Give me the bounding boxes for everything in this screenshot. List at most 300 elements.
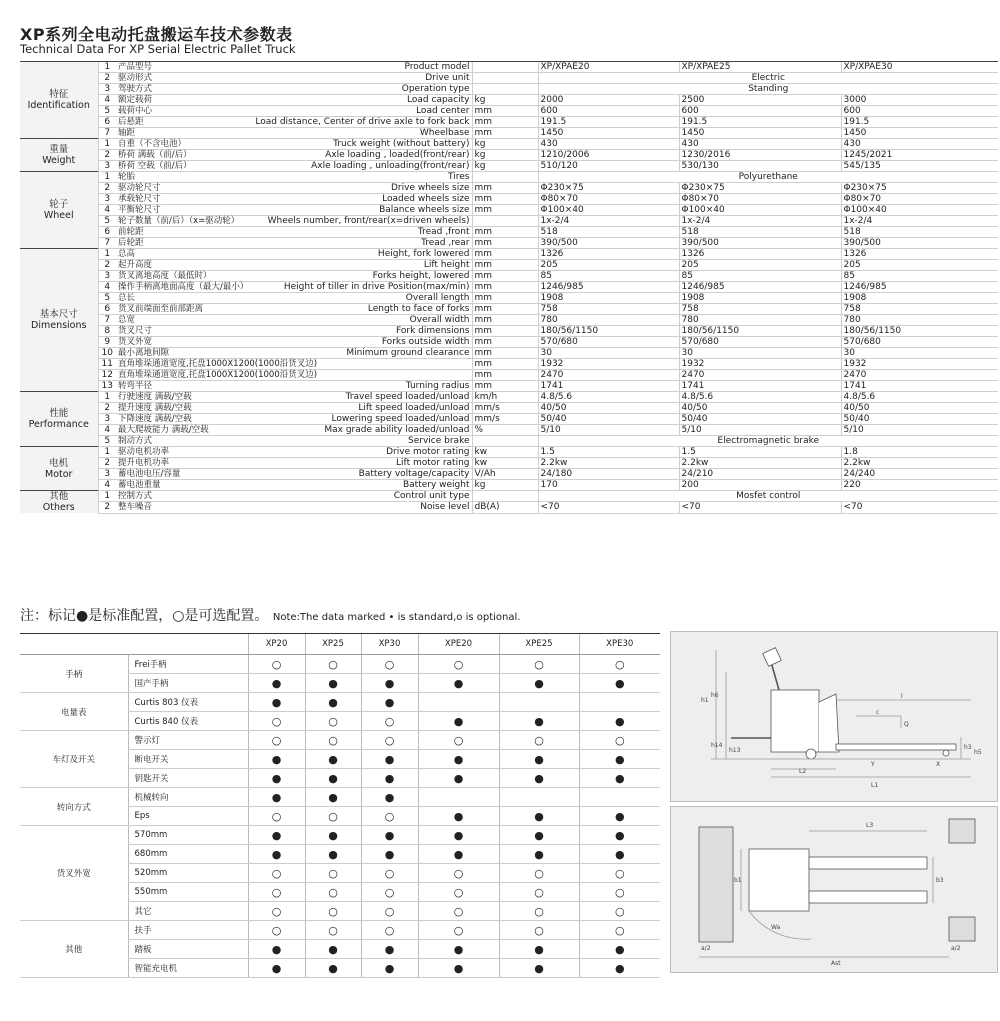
options-mark: ● [614,771,625,785]
spec-value: 4.8/5.6 [841,392,998,403]
spec-unit: mm [472,282,538,293]
spec-value: 24/210 [679,469,841,480]
spec-param-en: Height of tiller in drive Position(max/min) [224,282,472,293]
options-mark-cell [305,807,361,826]
options-mark: ○ [453,733,464,747]
spec-row [20,84,998,95]
options-mark: ● [328,771,338,785]
spec-value: 191.5 [538,117,679,128]
options-item-label: Frei手柄 [128,655,248,674]
options-item-label: 警示灯 [128,731,248,750]
options-header-model: XPE20 [418,634,499,655]
options-mark-cell [305,788,361,807]
spec-param-cn: 驾驶方式 [116,84,224,95]
options-mark: ○ [271,657,282,671]
spec-param-en: Battery voltage/capacity [224,469,472,480]
options-mark-cell [418,769,499,788]
spec-value: 1x-2/4 [538,216,679,227]
options-mark: ● [328,752,338,766]
spec-unit [472,84,538,95]
spec-param-en: Lift speed loaded/unload [224,403,472,414]
options-row [20,655,660,674]
spec-value: 40/50 [841,403,998,414]
options-mark: ○ [328,733,338,747]
spec-param-en: Battery weight [224,480,472,491]
spec-param-cn: 货叉尺寸 [116,326,224,337]
spec-value: 1741 [679,381,841,392]
options-mark-cell [305,750,361,769]
options-mark-cell [499,788,579,807]
spec-param-cn: 蓄电池重量 [116,480,224,491]
spec-value: 24/180 [538,469,679,480]
spec-param-en: Product model [224,62,472,73]
spec-group-cn: 特征 [49,89,69,100]
spec-param-cn: 后悬距 [116,117,224,128]
spec-row [20,227,998,238]
options-mark-cell [248,693,305,712]
options-mark: ● [614,828,625,842]
spec-value: Φ100×40 [841,205,998,216]
options-mark: ● [534,752,544,766]
spec-row-number: 5 [98,106,116,117]
options-mark: ○ [271,809,282,823]
spec-param-cn: 载荷中心 [116,106,224,117]
spec-value: Φ230×75 [538,183,679,194]
options-item-label: 520mm [128,864,248,883]
options-mark-cell [579,845,660,864]
options-mark: ○ [328,809,338,823]
options-mark-cell [499,826,579,845]
options-mark: ○ [271,904,282,918]
spec-table [20,61,998,514]
spec-param-en: Tires [224,172,472,183]
options-mark-cell [305,845,361,864]
spec-value: 40/50 [679,403,841,414]
spec-value: 24/240 [841,469,998,480]
options-mark-cell [579,674,660,693]
options-mark: ○ [384,714,395,728]
options-mark-cell [361,807,418,826]
spec-param-cn: 驱动轮尺寸 [116,183,224,194]
spec-group-label [20,139,98,172]
options-mark: ○ [534,866,544,880]
options-mark: ○ [614,885,625,899]
spec-param-en: Axle loading , unloading(front/rear) [224,161,472,172]
options-mark-cell [361,883,418,902]
fork-top [809,857,927,869]
options-mark: ○ [534,885,544,899]
spec-row [20,128,998,139]
options-mark: ● [384,942,395,956]
options-mark: ○ [534,923,544,937]
options-mark: ○ [614,866,625,880]
spec-unit: mm [472,260,538,271]
fork-bottom [809,891,927,903]
spec-row-number: 8 [98,326,116,337]
options-mark: ● [614,961,625,975]
spec-value: 570/680 [538,337,679,348]
options-item-label: Eps [128,807,248,826]
options-item-label: 机械转向 [128,788,248,807]
spec-row-number: 6 [98,227,116,238]
options-header-model: XP30 [361,634,418,655]
spec-param-en: Drive motor rating [224,447,472,458]
spec-group-en: Motor [45,468,73,480]
options-mark-cell [418,788,499,807]
options-item-label: Curtis 803 仪表 [128,693,248,712]
options-mark: ● [453,771,464,785]
spec-value: 600 [679,106,841,117]
spec-unit: km/h [472,392,538,403]
spec-param-cn: 直角堆垛通道宽度,托盘1000X1200(1000沿货叉边) [118,370,318,380]
spec-unit: mm/s [472,403,538,414]
spec-value: 390/500 [679,238,841,249]
spec-unit: mm [472,205,538,216]
spec-value: 85 [538,271,679,282]
spec-group-label [20,447,98,491]
spec-group-label [20,172,98,249]
spec-param-cn: 提升速度 满载/空载 [116,403,224,414]
dim-label-q: Q [904,721,909,728]
spec-value: 40/50 [538,403,679,414]
spec-value: 2470 [841,370,998,381]
side-view-diagram [670,631,998,802]
spec-value: 5/10 [679,425,841,436]
options-mark-cell [248,826,305,845]
options-category: 转向方式 [20,788,128,826]
options-mark-cell [579,902,660,921]
spec-value: 30 [841,348,998,359]
spec-param-en: Lift motor rating [224,458,472,469]
options-mark: ○ [384,733,395,747]
spec-value: XP/XPAE20 [538,62,679,73]
spec-row-number: 4 [98,425,116,436]
spec-param-en: Wheelbase [224,128,472,139]
options-category: 手柄 [20,655,128,693]
spec-row-number: 5 [98,216,116,227]
options-item-label: 550mm [128,883,248,902]
options-mark: ● [453,714,464,728]
spec-param-cn: 额定载荷 [116,95,224,106]
options-mark: ● [271,942,282,956]
spec-param-en: Lift height [224,260,472,271]
spec-param-en: Max grade ability loaded/unload [224,425,472,436]
spec-value: 5/10 [841,425,998,436]
spec-param-cn: 轮胎 [116,172,224,183]
spec-unit [472,73,538,84]
pallet-top [949,819,975,843]
spec-row-number: 12 [98,370,116,381]
options-mark-cell [579,826,660,845]
options-mark: ● [271,790,282,804]
spec-param-cn: 轮子数量（前/后）（x=驱动轮） [118,216,240,226]
options-item-label: Curtis 840 仪表 [128,712,248,731]
spec-value: 1450 [679,128,841,139]
spec-value: 3000 [841,95,998,106]
spec-unit: kw [472,447,538,458]
spec-value: 30 [679,348,841,359]
spec-param-cn: 平衡轮尺寸 [116,205,224,216]
options-mark-cell [361,712,418,731]
spec-unit: kg [472,139,538,150]
spec-param-en: Overall length [224,293,472,304]
options-mark-cell [579,940,660,959]
spec-row [20,502,998,513]
spec-param-cn: 货叉离地高度（最低时） [116,271,224,282]
options-mark-cell [248,902,305,921]
options-mark-cell [305,693,361,712]
spec-group-cn: 轮子 [49,199,69,210]
spec-group-cn: 基本尺寸 [39,309,78,320]
options-item-label: 扶手 [128,921,248,940]
options-mark-cell [248,712,305,731]
options-mark-cell [499,940,579,959]
options-mark-cell [248,788,305,807]
options-mark-cell [361,788,418,807]
spec-value: 180/56/1150 [679,326,841,337]
spec-unit: mm [472,117,538,128]
spec-param-cn: 桥荷 空载（前/后） [116,161,224,172]
options-mark-cell [418,902,499,921]
spec-row-number: 6 [98,117,116,128]
spec-value: 2.2kw [841,458,998,469]
spec-row-number: 1 [98,62,116,73]
spec-value: 1x-2/4 [841,216,998,227]
options-mark: ○ [328,904,338,918]
spec-row-number: 2 [98,502,116,513]
options-mark: ● [271,695,282,709]
options-mark: ● [384,752,395,766]
spec-param-cn: 最大爬坡能力 满载/空载 [116,425,224,436]
options-mark-cell [579,864,660,883]
spec-value: 758 [841,304,998,315]
spec-row [20,403,998,414]
options-mark: ● [271,847,282,861]
spec-row-number: 2 [98,150,116,161]
spec-value: 4.8/5.6 [538,392,679,403]
options-mark-cell [418,940,499,959]
options-header-model: XP20 [248,634,305,655]
spec-row-number: 2 [98,403,116,414]
spec-value: 220 [841,480,998,491]
spec-row [20,381,998,392]
spec-param-en: Drive unit [224,73,472,84]
options-mark: ● [614,676,625,690]
spec-param-en: Tread ,front [224,227,472,238]
dim-label-l3: L3 [866,822,874,829]
spec-unit: kg [472,95,538,106]
spec-value: <70 [841,502,998,513]
options-mark: ○ [328,657,338,671]
spec-param-en: Forks height, lowered [224,271,472,282]
options-mark-cell [305,826,361,845]
options-mark-cell [361,750,418,769]
options-mark-cell [361,921,418,940]
spec-row-number: 4 [98,480,116,491]
options-item-label: 国产手柄 [128,674,248,693]
options-mark: ○ [534,657,544,671]
options-mark-cell [305,883,361,902]
options-mark-cell [248,769,305,788]
options-mark: ○ [271,733,282,747]
options-mark: ● [384,847,395,861]
options-mark-cell [418,845,499,864]
spec-unit: mm [472,128,538,139]
dim-label-l1: L1 [871,782,879,789]
truck-body [771,690,819,752]
top-view-svg [671,807,997,972]
spec-value-all: Electromagnetic brake [538,436,998,447]
spec-param-en: Axle loading , loaded(front/rear) [224,150,472,161]
dim-label-l2: L2 [799,768,807,775]
spec-param-cn: 后轮距 [116,238,224,249]
options-mark: ● [271,771,282,785]
title-cn: XP系列全电动托盘搬运车技术参数表 [20,25,293,44]
options-mark-cell [418,750,499,769]
options-mark: ○ [614,904,625,918]
spec-value: 1932 [538,359,679,370]
spec-value: 50/40 [538,414,679,425]
dim-label-y: Y [871,761,875,768]
spec-value: 1245/2021 [841,150,998,161]
options-mark: ● [453,942,464,956]
options-header-blank [20,634,248,655]
spec-value: 191.5 [841,117,998,128]
spec-value: 4.8/5.6 [679,392,841,403]
options-mark: ● [384,828,395,842]
options-mark-cell [499,693,579,712]
spec-unit: mm [472,326,538,337]
spec-value: 50/40 [679,414,841,425]
options-mark-cell [499,674,579,693]
spec-group-label [20,392,98,447]
spec-row-number: 7 [98,128,116,139]
spec-value: 758 [538,304,679,315]
options-mark-cell [361,693,418,712]
spec-param-en: Drive wheels size [224,183,472,194]
options-mark-cell [248,750,305,769]
options-mark: ● [328,695,338,709]
options-mark-cell [248,864,305,883]
dim-label-h1: h1 [701,697,709,704]
spec-group-en: Wheel [43,210,74,221]
spec-value: 518 [841,227,998,238]
spec-param-cn: 前轮距 [116,227,224,238]
options-mark: ● [534,809,544,823]
options-mark-cell [305,731,361,750]
spec-group-label [20,62,98,139]
options-mark-cell [499,769,579,788]
spec-value: 390/500 [538,238,679,249]
spec-value: 205 [538,260,679,271]
options-mark: ○ [384,923,395,937]
spec-row [20,172,998,183]
spec-value: 1741 [841,381,998,392]
spec-value: Φ80×70 [538,194,679,205]
options-mark: ● [271,752,282,766]
spec-param-cn: 下降速度 满载/空载 [116,414,224,425]
options-mark: ● [384,771,395,785]
spec-value: 1450 [841,128,998,139]
options-mark: ● [453,676,464,690]
options-mark: ● [614,714,625,728]
spec-param-en: Length to face of forks [224,304,472,315]
spec-param-cn: 总长 [116,293,224,304]
spec-unit: kg [472,480,538,491]
spec-param-en: Truck weight (without battery) [224,139,472,150]
options-mark-cell [305,674,361,693]
spec-row-number: 2 [98,183,116,194]
spec-unit: kg [472,161,538,172]
options-mark-cell [418,693,499,712]
spec-value: 780 [538,315,679,326]
spec-value-all: Polyurethane [538,172,998,183]
spec-row [20,414,998,425]
spec-row-number: 9 [98,337,116,348]
spec-param-cn: 驱动形式 [116,73,224,84]
options-table [20,633,660,978]
spec-param-en: Service brake [224,436,472,447]
spec-row [20,249,998,260]
spec-row [20,359,998,370]
options-mark-cell [361,674,418,693]
spec-row [20,337,998,348]
options-mark-cell [248,940,305,959]
options-mark: ● [453,752,464,766]
dim-label-l: l [901,693,903,700]
truck-cover [819,694,839,752]
options-mark: ○ [453,904,464,918]
options-mark: ○ [614,923,625,937]
options-mark-cell [499,750,579,769]
spec-row [20,216,998,227]
spec-value: 510/120 [538,161,679,172]
spec-value: Φ230×75 [841,183,998,194]
spec-value: 430 [538,139,679,150]
spec-row-number: 10 [98,348,116,359]
spec-row [20,425,998,436]
spec-value: 2470 [538,370,679,381]
spec-param-cn: 操作手柄离地面高度（最大/最小） [118,282,249,292]
spec-param-en: Fork dimensions [224,326,472,337]
options-mark-cell [579,807,660,826]
spec-row [20,183,998,194]
spec-row-number: 3 [98,194,116,205]
spec-value-all: Mosfet control [538,491,998,502]
spec-value: <70 [538,502,679,513]
spec-group-en: Identification [27,100,90,111]
options-mark: ● [271,676,282,690]
options-mark: ○ [271,923,282,937]
options-mark-cell [305,921,361,940]
options-mark-cell [499,883,579,902]
dim-label-h13: h13 [729,747,741,754]
options-mark-cell [499,864,579,883]
spec-param-cn: 行驶速度 满载/空载 [116,392,224,403]
spec-row [20,73,998,84]
spec-value: 1908 [538,293,679,304]
options-mark: ● [534,961,544,975]
options-mark-cell [499,712,579,731]
options-mark: ● [271,828,282,842]
options-mark-cell [248,655,305,674]
options-mark-cell [579,959,660,978]
options-mark-cell [499,902,579,921]
options-category: 货叉外宽 [20,826,128,921]
load-wheel [943,750,949,756]
spec-param-en: Turning radius [224,381,472,392]
fork [836,744,956,750]
